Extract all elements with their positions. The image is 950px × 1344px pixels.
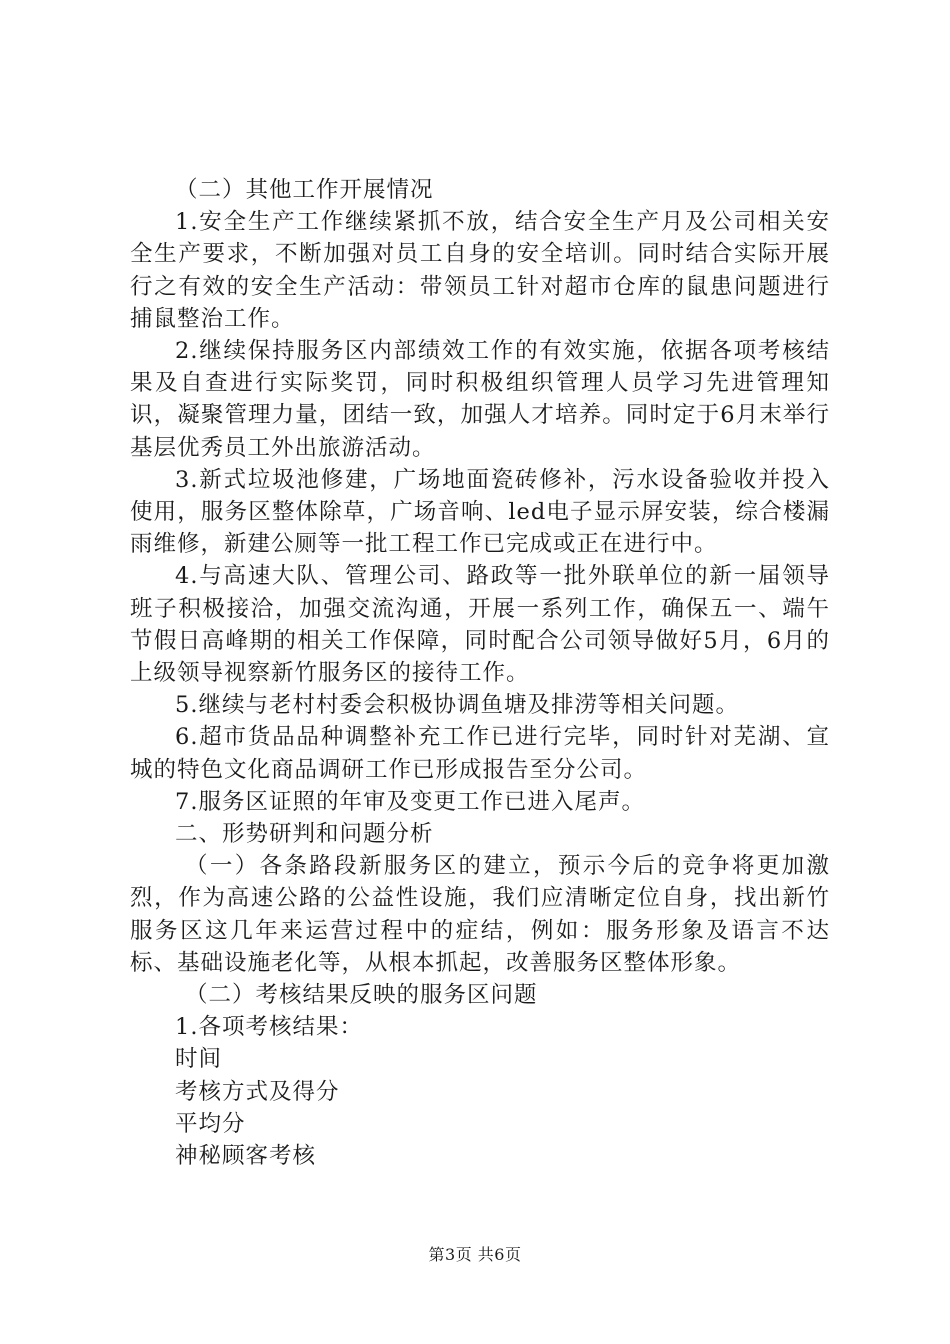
paragraph-village-coordination: 5.继续与老村村委会积极协调鱼塘及排涝等相关问题。 <box>175 692 739 719</box>
table-label-method-score: 考核方式及得分 <box>175 1078 340 1105</box>
section-heading-assessment-issues: （二）考核结果反映的服务区问题 <box>185 982 538 1009</box>
document-body <box>130 174 830 1172</box>
paragraph-license-review: 7.服务区证照的年审及变更工作已进入尾声。 <box>175 788 645 815</box>
paragraph-supermarket-goods: 6.超市货品品种调整补充工作已进行完毕，同时针对芜湖、宣城的特色文化商品调研工作已形成报告至分公司。 <box>130 724 830 783</box>
paragraph-construction-projects: 3.新式垃圾池修建，广场地面瓷砖修补，污水设备验收并投入使用，服务区整体除草，广场音响、led电子显示屏安装，综合楼漏雨维修，新建公厕等一批工程工作已完成或正在进行中。 <box>130 466 830 558</box>
table-label-time: 时间 <box>175 1046 223 1073</box>
paragraph-competition: （一）各条路段新服务区的建立，预示今后的竞争将更加激烈，作为高速公路的公益性设施，我们应清晰定位自身，找出新竹服务区这几年来运营过程中的症结，例如：服务形象及语言不达标、基础设施老化等，从根本抓起，改善服务区整体形象。 <box>130 853 830 976</box>
paragraph-performance-management: 2.继续保持服务区内部绩效工作的有效实施，依据各项考核结果及自查进行实际奖罚，同时积极组织管理人员学习先进管理知识，凝聚管理力量，团结一致，加强人才培养。同时定于6月末举行基层优秀员工外出旅游活动。 <box>130 338 830 461</box>
section-heading-other-work: （二）其他工作开展情况 <box>175 177 434 203</box>
table-label-average: 平均分 <box>175 1110 246 1137</box>
paragraph-assessment-results: 1.各项考核结果： <box>175 1014 363 1041</box>
paragraph-safety-production: 1.安全生产工作继续紧抓不放，结合安全生产月及公司相关安全生产要求，不断加强对员工自身的安全培训。同时结合实际开展行之有效的安全生产活动：带领员工针对超市仓库的鼠患问题进行捕鼠整治工作。 <box>130 209 830 332</box>
paragraph-external-liaison: 4.与高速大队、管理公司、路政等一批外联单位的新一届领导班子积极接洽，加强交流沟通，开展一系列工作，确保五一、端午节假日高峰期的相关工作保障，同时配合公司领导做好5月，6月的上级领导视察新竹服务区的接待工作。 <box>130 563 830 687</box>
page-number-label: 第3页 共6页 <box>428 1245 522 1264</box>
page-footer <box>0 1242 950 1265</box>
table-label-mystery-shopper: 神秘顾客考核 <box>175 1143 317 1170</box>
section-heading-analysis: 二、形势研判和问题分析 <box>175 821 434 848</box>
